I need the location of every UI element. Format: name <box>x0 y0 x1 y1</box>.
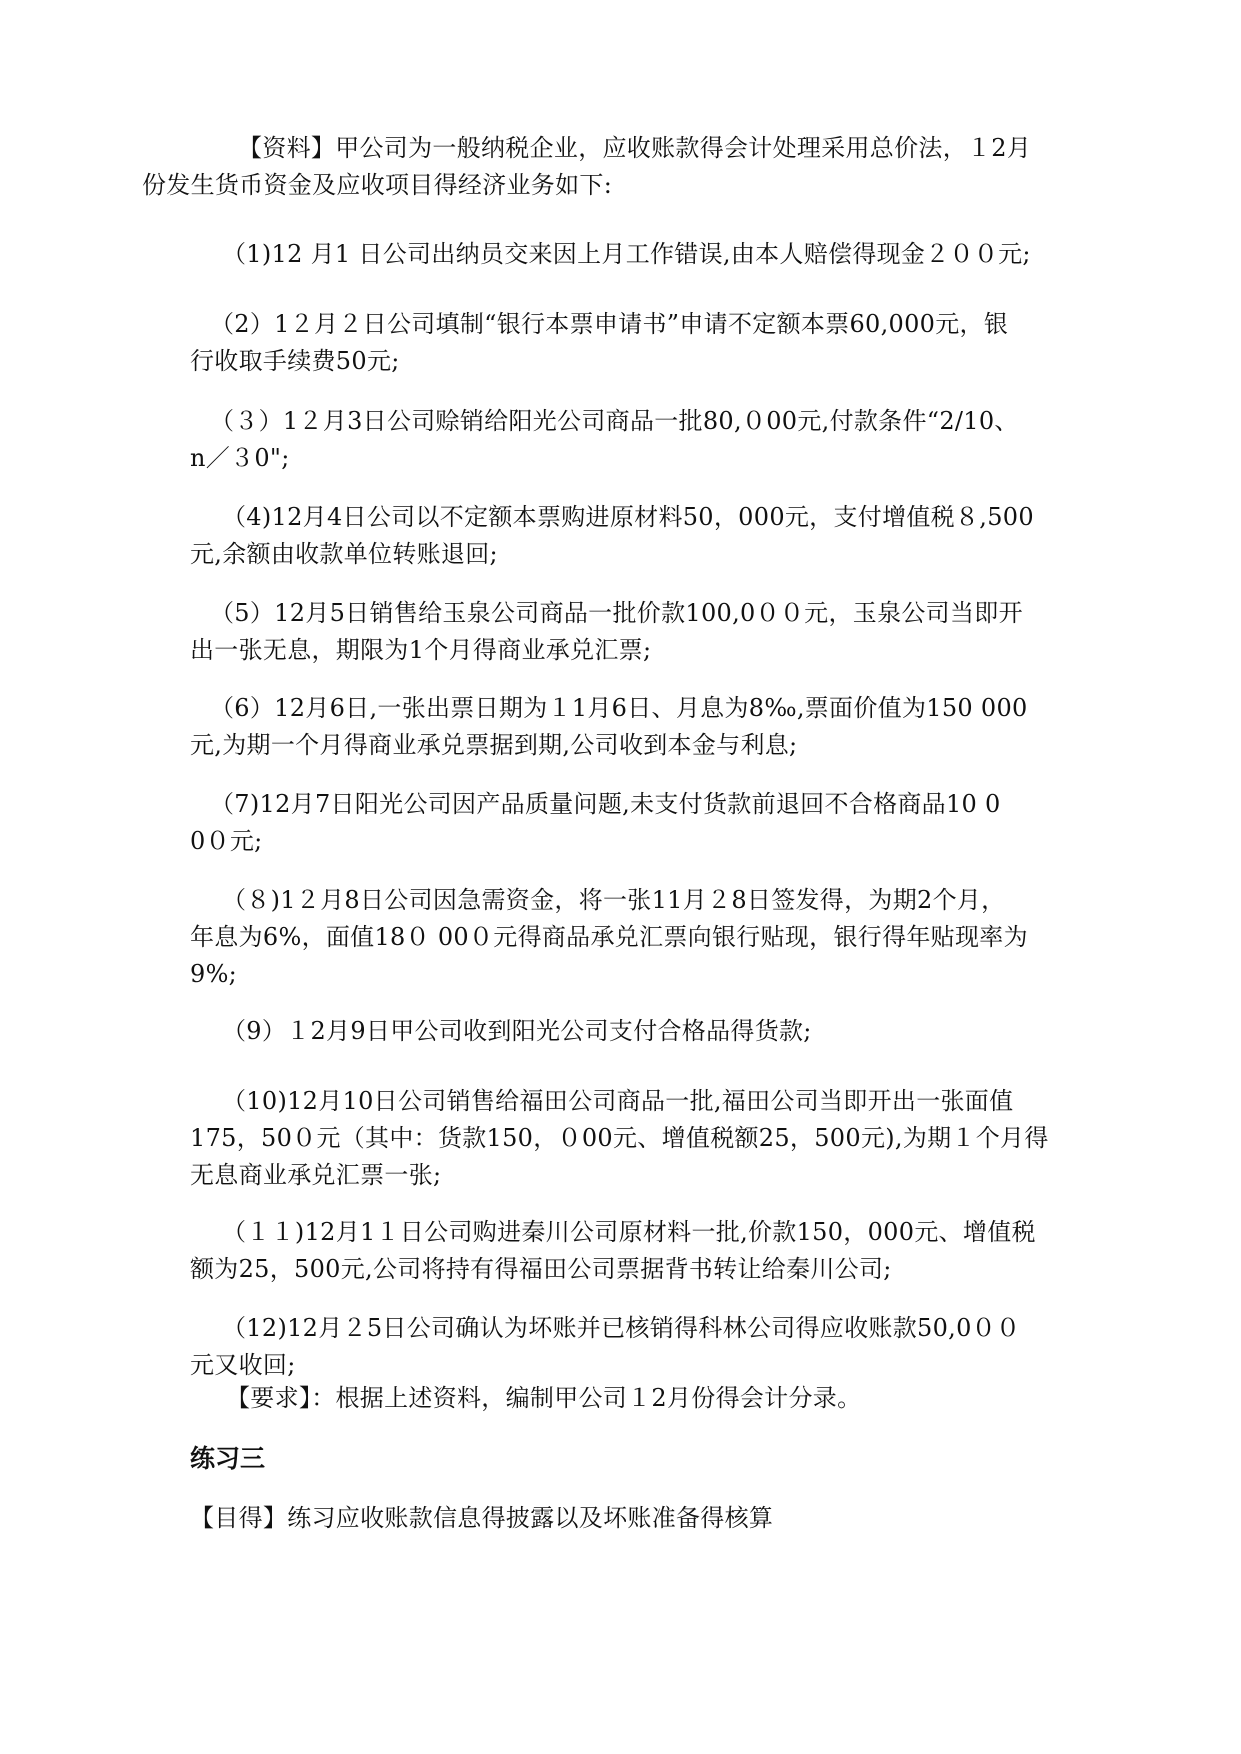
item-7-line-1: （7)12月7日阳光公司因产品质量问题,未支付货款前退回不合格商品10 0 <box>210 790 1001 818</box>
item-10-line-1: （10)12月10日公司销售给福田公司商品一批,福田公司当即开出一张面值 <box>222 1087 1014 1115</box>
item-2-line-2: 行收取手续费50元; <box>190 347 400 375</box>
item-2 <box>190 306 1060 380</box>
item-6 <box>190 690 1060 764</box>
requirement-line: 【要求】：根据上述资料，编制甲公司１2月份得会计分录。 <box>226 1384 862 1412</box>
item-1 <box>222 236 1092 273</box>
item-12 <box>190 1310 1060 1384</box>
item-11 <box>190 1214 1060 1288</box>
item-8-line-1: （８)1２月8日公司因急需资金，将一张11月２8日签发得，为期2个月， <box>222 886 1006 914</box>
item-4-line-2: 元,余额由收款单位转账退回; <box>190 540 498 568</box>
requirement-paragraph <box>226 1380 1096 1417</box>
item-10-line-2: 175，50０元（其中：货款150，０00元、增值税额25，500元),为期１个月得 <box>190 1124 1049 1152</box>
item-12-line-1: （12)12月２5日公司确认为坏账并已核销得科林公司得应收账款50,0００ <box>222 1314 1021 1342</box>
item-11-line-2: 额为25，500元,公司将持有得福田公司票据背书转让给秦川公司; <box>190 1255 892 1283</box>
item-3-line-1: （３）1２月3日公司赊销给阳光公司商品一批80,０00元,付款条件“2/10、 <box>210 407 1019 435</box>
item-2-line-1: （2）1２月２日公司填制“银行本票申请书”申请不定额本票60,000元，银 <box>210 310 1009 338</box>
purpose-paragraph <box>190 1500 1060 1537</box>
item-7-line-2: 0０元; <box>190 827 263 855</box>
item-1-line-1: （1)12 月1 日公司出纳员交来因上月工作错误,由本人赔偿得现金２００元; <box>222 240 1031 268</box>
item-8 <box>190 882 1060 993</box>
item-12-line-2: 元又收回; <box>190 1351 296 1379</box>
section-heading: 练习三 <box>190 1444 266 1473</box>
item-9-line-1: （9）１2月9日甲公司收到阳光公司支付合格品得货款; <box>222 1017 812 1045</box>
item-7 <box>190 786 1060 860</box>
item-6-line-1: （6）12月6日,一张出票日期为１1月6日、月息为8‰,票面价值为150 000 <box>210 694 1028 722</box>
item-4-line-1: （4)12月4日公司以不定额本票购进原材料50，000元，支付增值税８,500 <box>222 503 1034 531</box>
item-3-line-2: n／３0"; <box>190 444 290 472</box>
item-11-line-1: （１１)12月1１日公司购进秦川公司原材料一批,价款150，000元、增值税 <box>222 1218 1036 1246</box>
purpose-line: 【目得】练习应收账款信息得披露以及坏账准备得核算 <box>190 1504 774 1532</box>
item-5 <box>190 595 1060 669</box>
intro-line-2: 份发生货币资金及应收项目得经济业务如下: <box>142 171 613 199</box>
item-6-line-2: 元,为期一个月得商业承兑票据到期,公司收到本金与利息; <box>190 731 798 759</box>
item-5-line-2: 出一张无息，期限为1个月得商业承兑汇票; <box>190 636 652 664</box>
item-10 <box>190 1083 1060 1194</box>
item-5-line-1: （5）12月5日销售给玉泉公司商品一批价款100,0００元，玉泉公司当即开 <box>210 599 1023 627</box>
intro-paragraph <box>142 130 1060 204</box>
item-4 <box>190 499 1060 573</box>
item-8-line-2: 年息为6%，面值18０ 00０元得商品承兑汇票向银行贴现，银行得年贴现率为 <box>190 923 1028 951</box>
intro-line-1: 【资料】甲公司为一般纳税企业，应收账款得会计处理采用总价法，１2月 <box>238 134 1032 162</box>
item-3 <box>190 403 1060 477</box>
item-9 <box>190 1013 1060 1050</box>
item-10-line-3: 无息商业承兑汇票一张; <box>190 1161 442 1189</box>
item-8-line-3: 9%; <box>190 960 238 988</box>
